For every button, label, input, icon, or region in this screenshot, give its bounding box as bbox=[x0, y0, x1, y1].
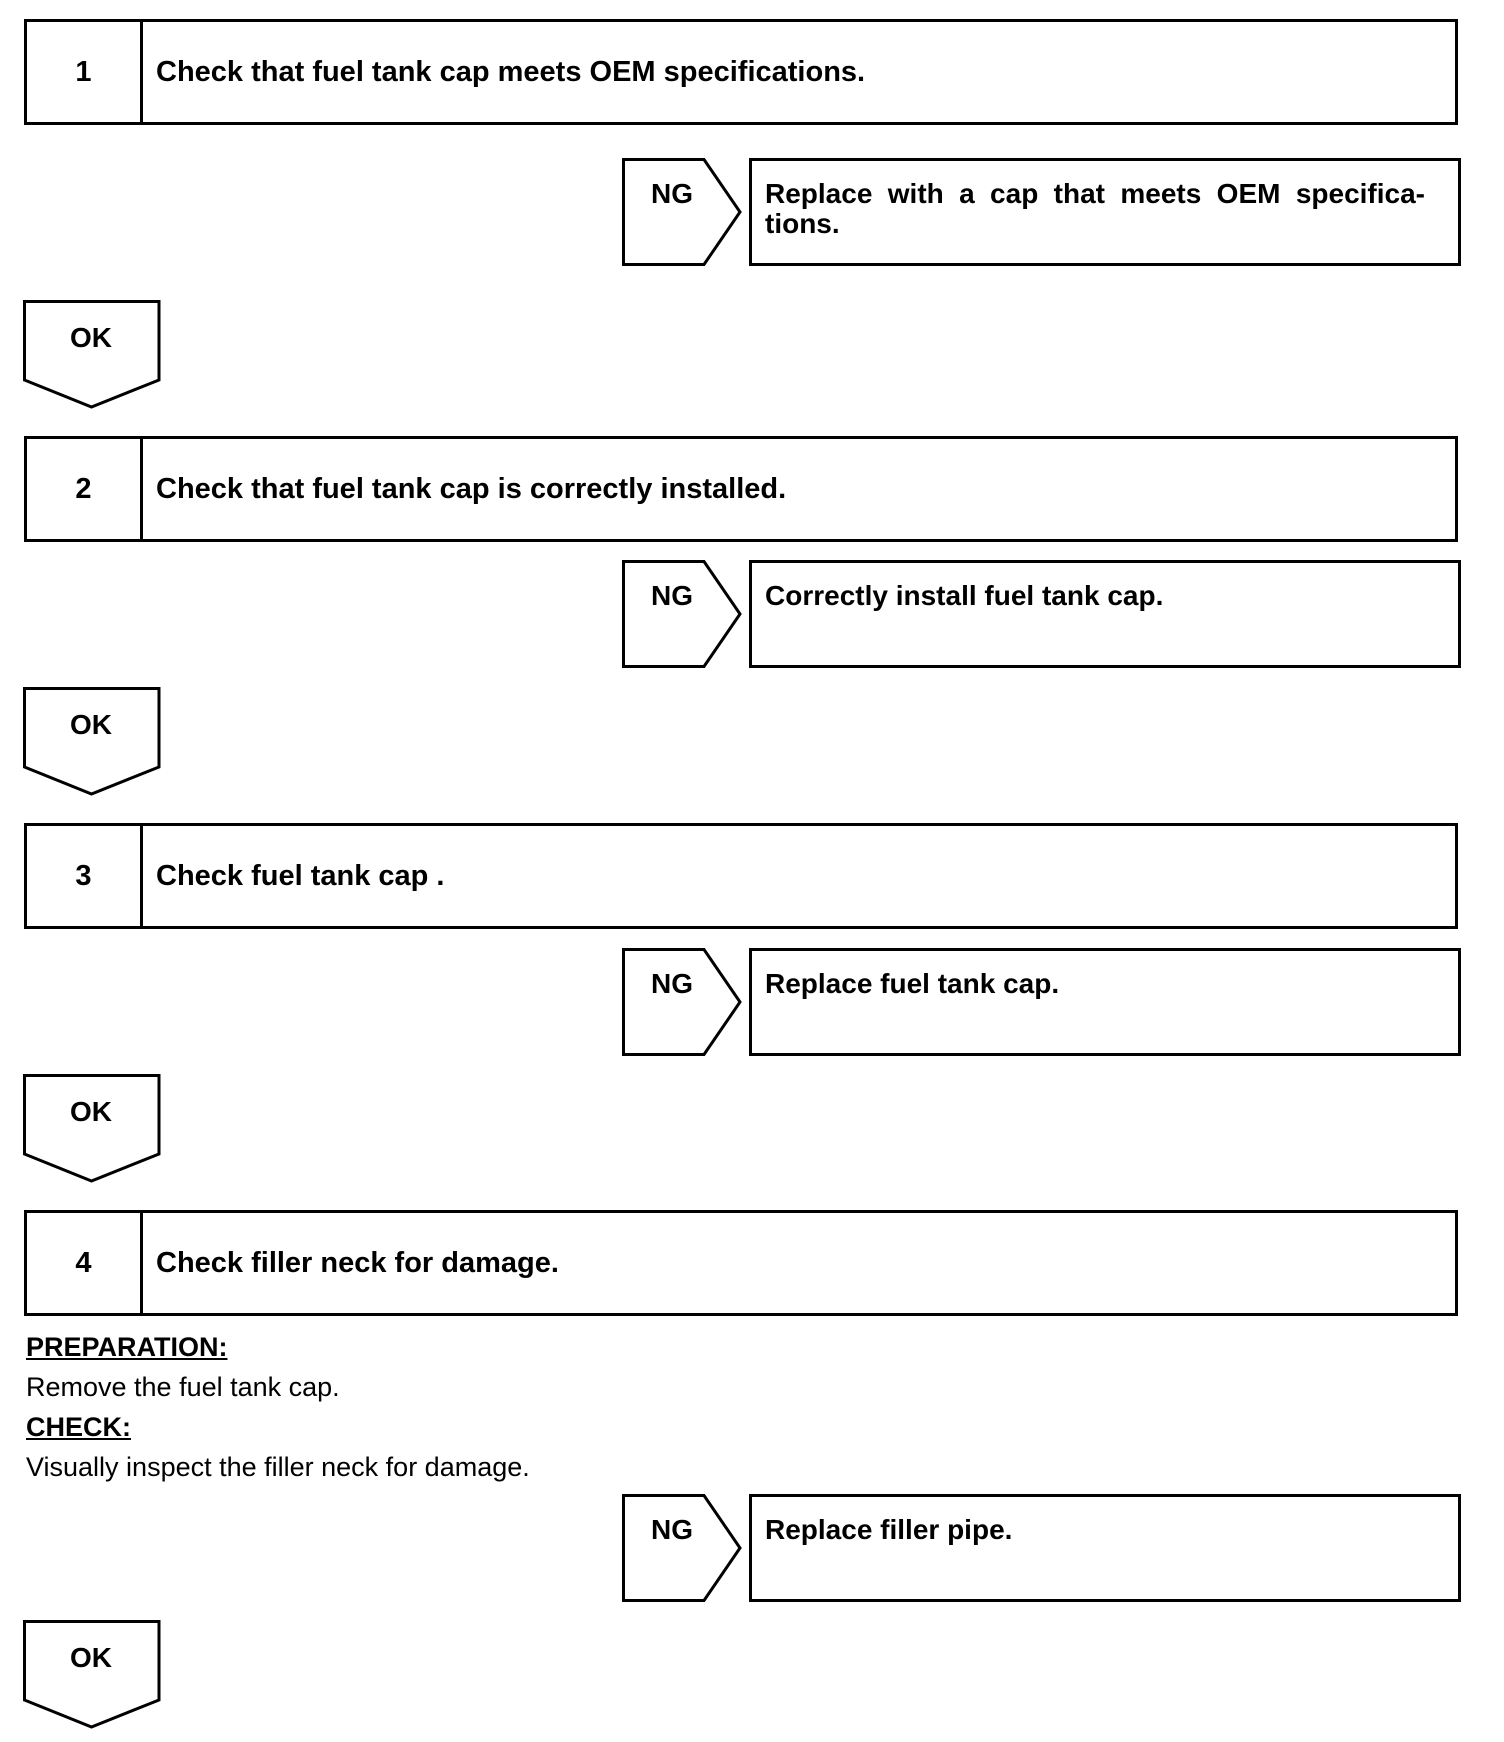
ng-action-box bbox=[749, 560, 1461, 668]
ok-label: OK bbox=[70, 709, 112, 740]
check-label: CHECK: bbox=[26, 1412, 131, 1442]
ng-action-text: Correctly install fuel tank cap. bbox=[765, 580, 1164, 611]
ok-label: OK bbox=[70, 1096, 112, 1127]
step-number: 2 bbox=[27, 439, 143, 539]
step-title: Check fuel tank cap . bbox=[156, 859, 445, 892]
ng-action-text: Replace with a cap that meets OEM specifica- tions. bbox=[765, 178, 1425, 239]
step-title: Check filler neck for damage. bbox=[156, 1246, 559, 1279]
check-text: Visually inspect the filler neck for damage. bbox=[26, 1452, 530, 1482]
ok-arrow bbox=[23, 1074, 161, 1184]
ok-arrow bbox=[23, 300, 161, 410]
ng-label: NG bbox=[651, 580, 693, 611]
step-title: Check that fuel tank cap meets OEM specifications. bbox=[156, 55, 866, 88]
ng-label: NG bbox=[651, 178, 693, 209]
ok-label: OK bbox=[70, 322, 112, 353]
step-4-box bbox=[24, 1210, 1458, 1316]
ng-label: NG bbox=[651, 1514, 693, 1545]
step-number: 1 bbox=[27, 22, 143, 122]
preparation-text: Remove the fuel tank cap. bbox=[26, 1372, 340, 1402]
ng-arrow bbox=[622, 158, 742, 266]
step-2-box bbox=[24, 436, 1458, 542]
ok-label: OK bbox=[70, 1642, 112, 1673]
step-title: Check that fuel tank cap is correctly installed. bbox=[156, 472, 787, 505]
ok-arrow bbox=[23, 687, 161, 797]
preparation-label: PREPARATION: bbox=[26, 1332, 228, 1362]
ng-arrow bbox=[622, 948, 742, 1056]
ok-arrow bbox=[23, 1620, 161, 1730]
ng-action-box bbox=[749, 948, 1461, 1056]
ng-label: NG bbox=[651, 968, 693, 999]
ng-arrow bbox=[622, 1494, 742, 1602]
step-number: 4 bbox=[27, 1213, 143, 1313]
ng-action-box bbox=[749, 1494, 1461, 1602]
ng-action-text: Replace filler pipe. bbox=[765, 1514, 1013, 1545]
ng-action-text: Replace fuel tank cap. bbox=[765, 968, 1060, 999]
step-number: 3 bbox=[27, 826, 143, 926]
ng-action-box bbox=[749, 158, 1461, 266]
step-1-box bbox=[24, 19, 1458, 125]
step-3-box bbox=[24, 823, 1458, 929]
ng-arrow bbox=[622, 560, 742, 668]
